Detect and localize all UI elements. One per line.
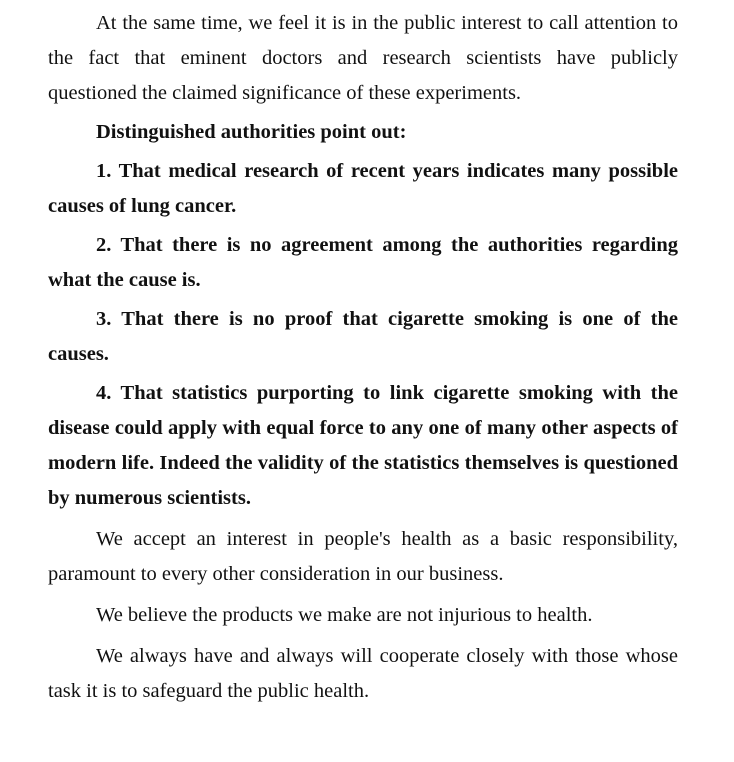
point-4: 4. That statistics purporting to link cigarette smoking with the disease could apply with equal force to any one of many other aspects of modern life. Indeed the validity of the statistics themselves is questioned by numerous scientists. bbox=[48, 382, 678, 509]
point-1: 1. That medical research of recent years indicates many possible causes of lung cancer. bbox=[48, 160, 678, 217]
closing-paragraph-responsibility: We accept an interest in people's health as a basic responsibility, paramount to every other consideration in our business. bbox=[48, 528, 678, 585]
point-3: 3. That there is no proof that cigarette smoking is one of the causes. bbox=[48, 308, 678, 365]
document-page bbox=[48, 6, 678, 709]
authorities-heading: Distinguished authorities point out: bbox=[96, 121, 407, 143]
closing-paragraph-cooperation: We always have and always will cooperate closely with those whose task it is to safeguard the public health. bbox=[48, 645, 678, 702]
point-2: 2. That there is no agreement among the authorities regarding what the cause is. bbox=[48, 234, 678, 291]
intro-paragraph: At the same time, we feel it is in the public interest to call attention to the fact that eminent doctors and research scientists have publicly questioned the claimed significance of these experiments. bbox=[48, 12, 678, 104]
closing-paragraph-products: We believe the products we make are not injurious to health. bbox=[96, 604, 593, 626]
